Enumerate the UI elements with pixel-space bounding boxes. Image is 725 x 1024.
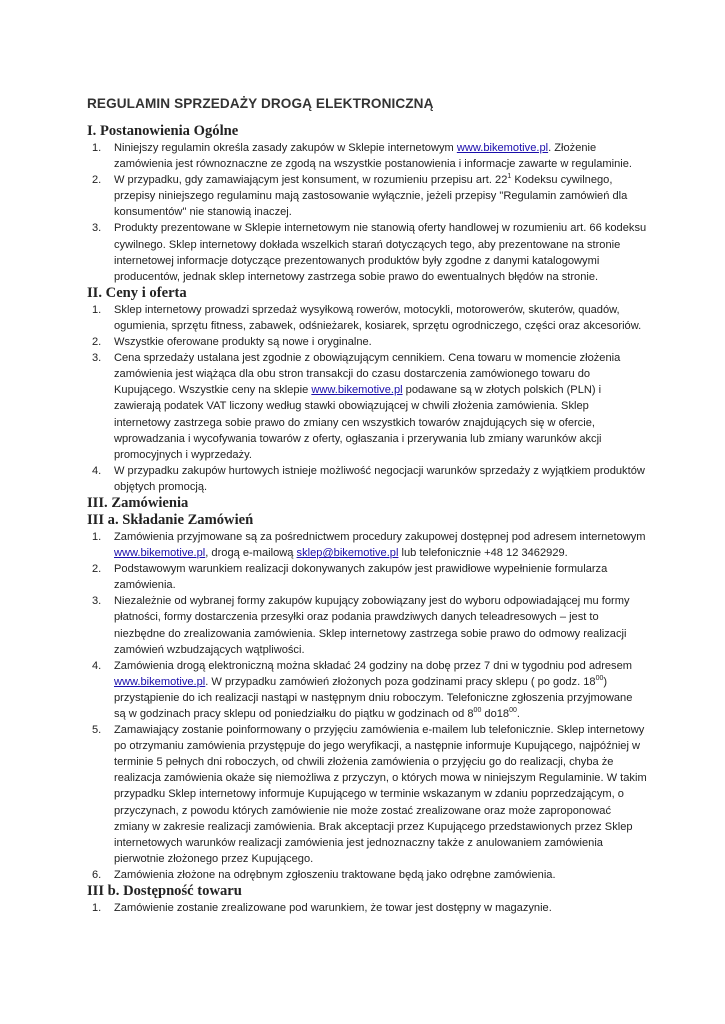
list-item: 3. Cena sprzedaży ustalana jest zgodnie z obowiązującym cennikiem. Cena towaru w momencie złożenia zamówienia jest wiążąca dla obu stron transakcji do czasu dostarczenia zamówionego towaru do Kupującego. Wszystkie ceny na sklepie www.bikemotive.pl podawane są w złotych polskich (PLN) i zawierają podatek VAT liczony według stawki obowiązującej w chwili złożenia zamówienia. Sklep internetowy zastrzega sobie prawo do zmiany cen wszystkich towarów znajdujących się w ofercie, wprowadzania i wycofywania towarów z oferty, ogłaszania i przerywania lub zmiany warunków akcji promocyjnych i wyprzedaży. [92, 352, 621, 461]
list-number: 3. [92, 222, 102, 235]
email-link[interactable]: sklep@bikemotive.pl [296, 547, 399, 560]
list-item: 1. Zamówienia przyjmowane są za pośrednictwem procedury zakupowej dostępnej pod adresem internetowym www.bikemotive.pl, drogą e-mailową sklep@bikemotive.pl lub telefonicznie +48 12 3462929. [92, 530, 646, 560]
site-link[interactable]: www.bikemotive.pl [114, 675, 206, 688]
section-heading-general: I. Postanowienia Ogólne [87, 123, 239, 139]
section-availability-list [87, 900, 647, 916]
superscript: 00 [595, 674, 604, 682]
site-link[interactable]: www.bikemotive.pl [456, 142, 549, 154]
section-heading-availability: III b. Dostępność towaru [87, 883, 242, 900]
list-number: 4. [92, 659, 102, 672]
list-item: 5. Zamawiający zostanie poinformowany o przyjęciu zamówienia e-mailem lub telefonicznie. Sklep internetowy po otrzymaniu zamówienia przystępuje do jego weryfikacji, a następnie informuje Kupującego, najpóźniej w terminie 5 pełnych dni roboczych, od chwili złożenia zamówienia o przyjęciu go do realizacji, chyba że realizacja zamówienia okaże się niemożliwa z przyczyn, o których mowa w niniejszym Regulaminie. W takim przypadku Sklep internetowy informuje Kupującego w terminie wskazanym w zdaniu poprzedzającym, o przyczynach, z powodu których zamówienie nie może zostać zrealizowane oraz może zaproponować zmiany w zakresie realizacji zamówienia. Brak akceptacji przez Kupującego przedstawionych przez Sklep internetowych warunków realizacji zamówienia jest jednoznaczny także z anulowaniem zamówienia pierwotnie złożonego przez Kupującego. [92, 724, 647, 865]
list-number: 3. [92, 352, 102, 365]
list-item: 1. Sklep internetowy prowadzi sprzedaż wysyłkową rowerów, motocykli, motorowerów, skuterów, quadów, ogumienia, sprzętu fitness, zabawek, odśnieżarek, kosiarek, sprzętu ogrodniczego, części oraz akcesoriów. [92, 303, 642, 332]
section-heading-orders: III. Zamówienia [87, 494, 189, 511]
list-item: 2. W przypadku, gdy zamawiającym jest konsument, w rozumieniu przepisu art. $22^1$ Kodeksu cywilnego, przepisy niniejszego regulaminu mają zastosowanie wyłącznie, jeżeli przepisy "Regulamin zamówień dla konsumentów" nie stanowią inaczej. [92, 173, 628, 219]
list-item: 1. Niniejszy regulamin określa zasady zakupów w Sklepie internetowym www.bikemotive.pl. Złożenie zamówienia jest równoznaczne ze zgodą na wszystkie postanowienia i informacje zawarte w regulaminie. [92, 142, 632, 171]
list-number: 6. [92, 868, 102, 881]
list-item: 3. Niezależnie od wybranej formy zakupów kupujący zobowiązany jest do wyboru odpowiadającej mu formy płatności, formy dostarczenia przesyłki oraz podania prawdziwych danych teleadresowych – jest to niezbędne do zrealizowania zamówienia. Sklep internetowy zastrzega sobie prawo do odmowy realizacji zamówień wzbudzających wątpliwości. [92, 595, 630, 656]
section-placing-orders-list [87, 529, 647, 883]
site-link[interactable]: www.bikemotive.pl [114, 547, 206, 560]
list-number: 3. [92, 595, 102, 608]
list-item: 1. Zamówienie zostanie zrealizowane pod warunkiem, że towar jest dostępny w magazynie. [87, 900, 647, 916]
list-item: 4. W przypadku zakupów hurtowych istnieje możliwość negocjacji warunków sprzedaży z wyjątkiem produktów objętych promocją. [92, 464, 645, 493]
document-page [87, 96, 647, 916]
superscript: 1 [507, 173, 512, 181]
list-item: 4. Zamówienia drogą elektroniczną można składać 24 godziny na dobę przez 7 dni w tygodniu pod adresem www.bikemotive.pl. W przypadku zamówień złożonych poza godzinami pracy sklepu ( po godz. $18^{00}$) przystąpienie do ich realizacji nastąpi w następnym dniu roboczym. Telefoniczne zgłoszenia przyjmowane są w godzinach pracy sklepu od poniedziałku do piątku w godzinach od $8^{00}$ $do18^{00}$. [92, 659, 633, 720]
list-number: 1. [92, 902, 102, 915]
list-number: 1. [92, 303, 102, 316]
section-general-list [87, 140, 647, 285]
list-number: 1. [92, 530, 102, 543]
section-prices-list [87, 302, 647, 495]
superscript: 00 [509, 707, 517, 714]
list-item: 2. Podstawowym warunkiem realizacji dokonywanych zakupów jest prawidłowe wypełnienie formularza zamówienia. [92, 563, 608, 592]
list-number: 1. [92, 142, 102, 154]
list-item: 3. Produkty prezentowane w Sklepie internetowym nie stanowią oferty handlowej w rozumieniu art. 66 kodeksu cywilnego. Sklep internetowy dokłada wszelkich starań dotyczących tego, aby prezentowane na stronie internetowej informacje dotyczące prezentowanych produktów były zgodne z danymi katalogowymi producentów, jednak sklep internetowy zastrzega sobie prawo do ewentualnych błędów na stronie. [92, 222, 647, 283]
list-number: 2. [92, 336, 102, 349]
document-title: REGULAMIN SPRZEDAŻY DROGĄ ELEKTRONICZNĄ [87, 96, 434, 111]
superscript: 00 [473, 707, 482, 714]
list-number: 4. [92, 464, 102, 477]
section-heading-placing-orders: III a. Składanie Zamówień [87, 511, 254, 528]
list-number: 5. [92, 724, 102, 737]
site-link[interactable]: www.bikemotive.pl [311, 384, 403, 397]
list-item: 2. Wszystkie oferowane produkty są nowe i oryginalne. [87, 334, 647, 350]
list-item: 6. Zamówienia złożone na odrębnym zgłoszeniu traktowane będą jako odrębne zamówienia. [87, 867, 647, 883]
section-heading-prices: II. Ceny i oferta [87, 284, 187, 301]
list-number: 2. [92, 563, 102, 576]
list-number: 2. [92, 174, 102, 187]
